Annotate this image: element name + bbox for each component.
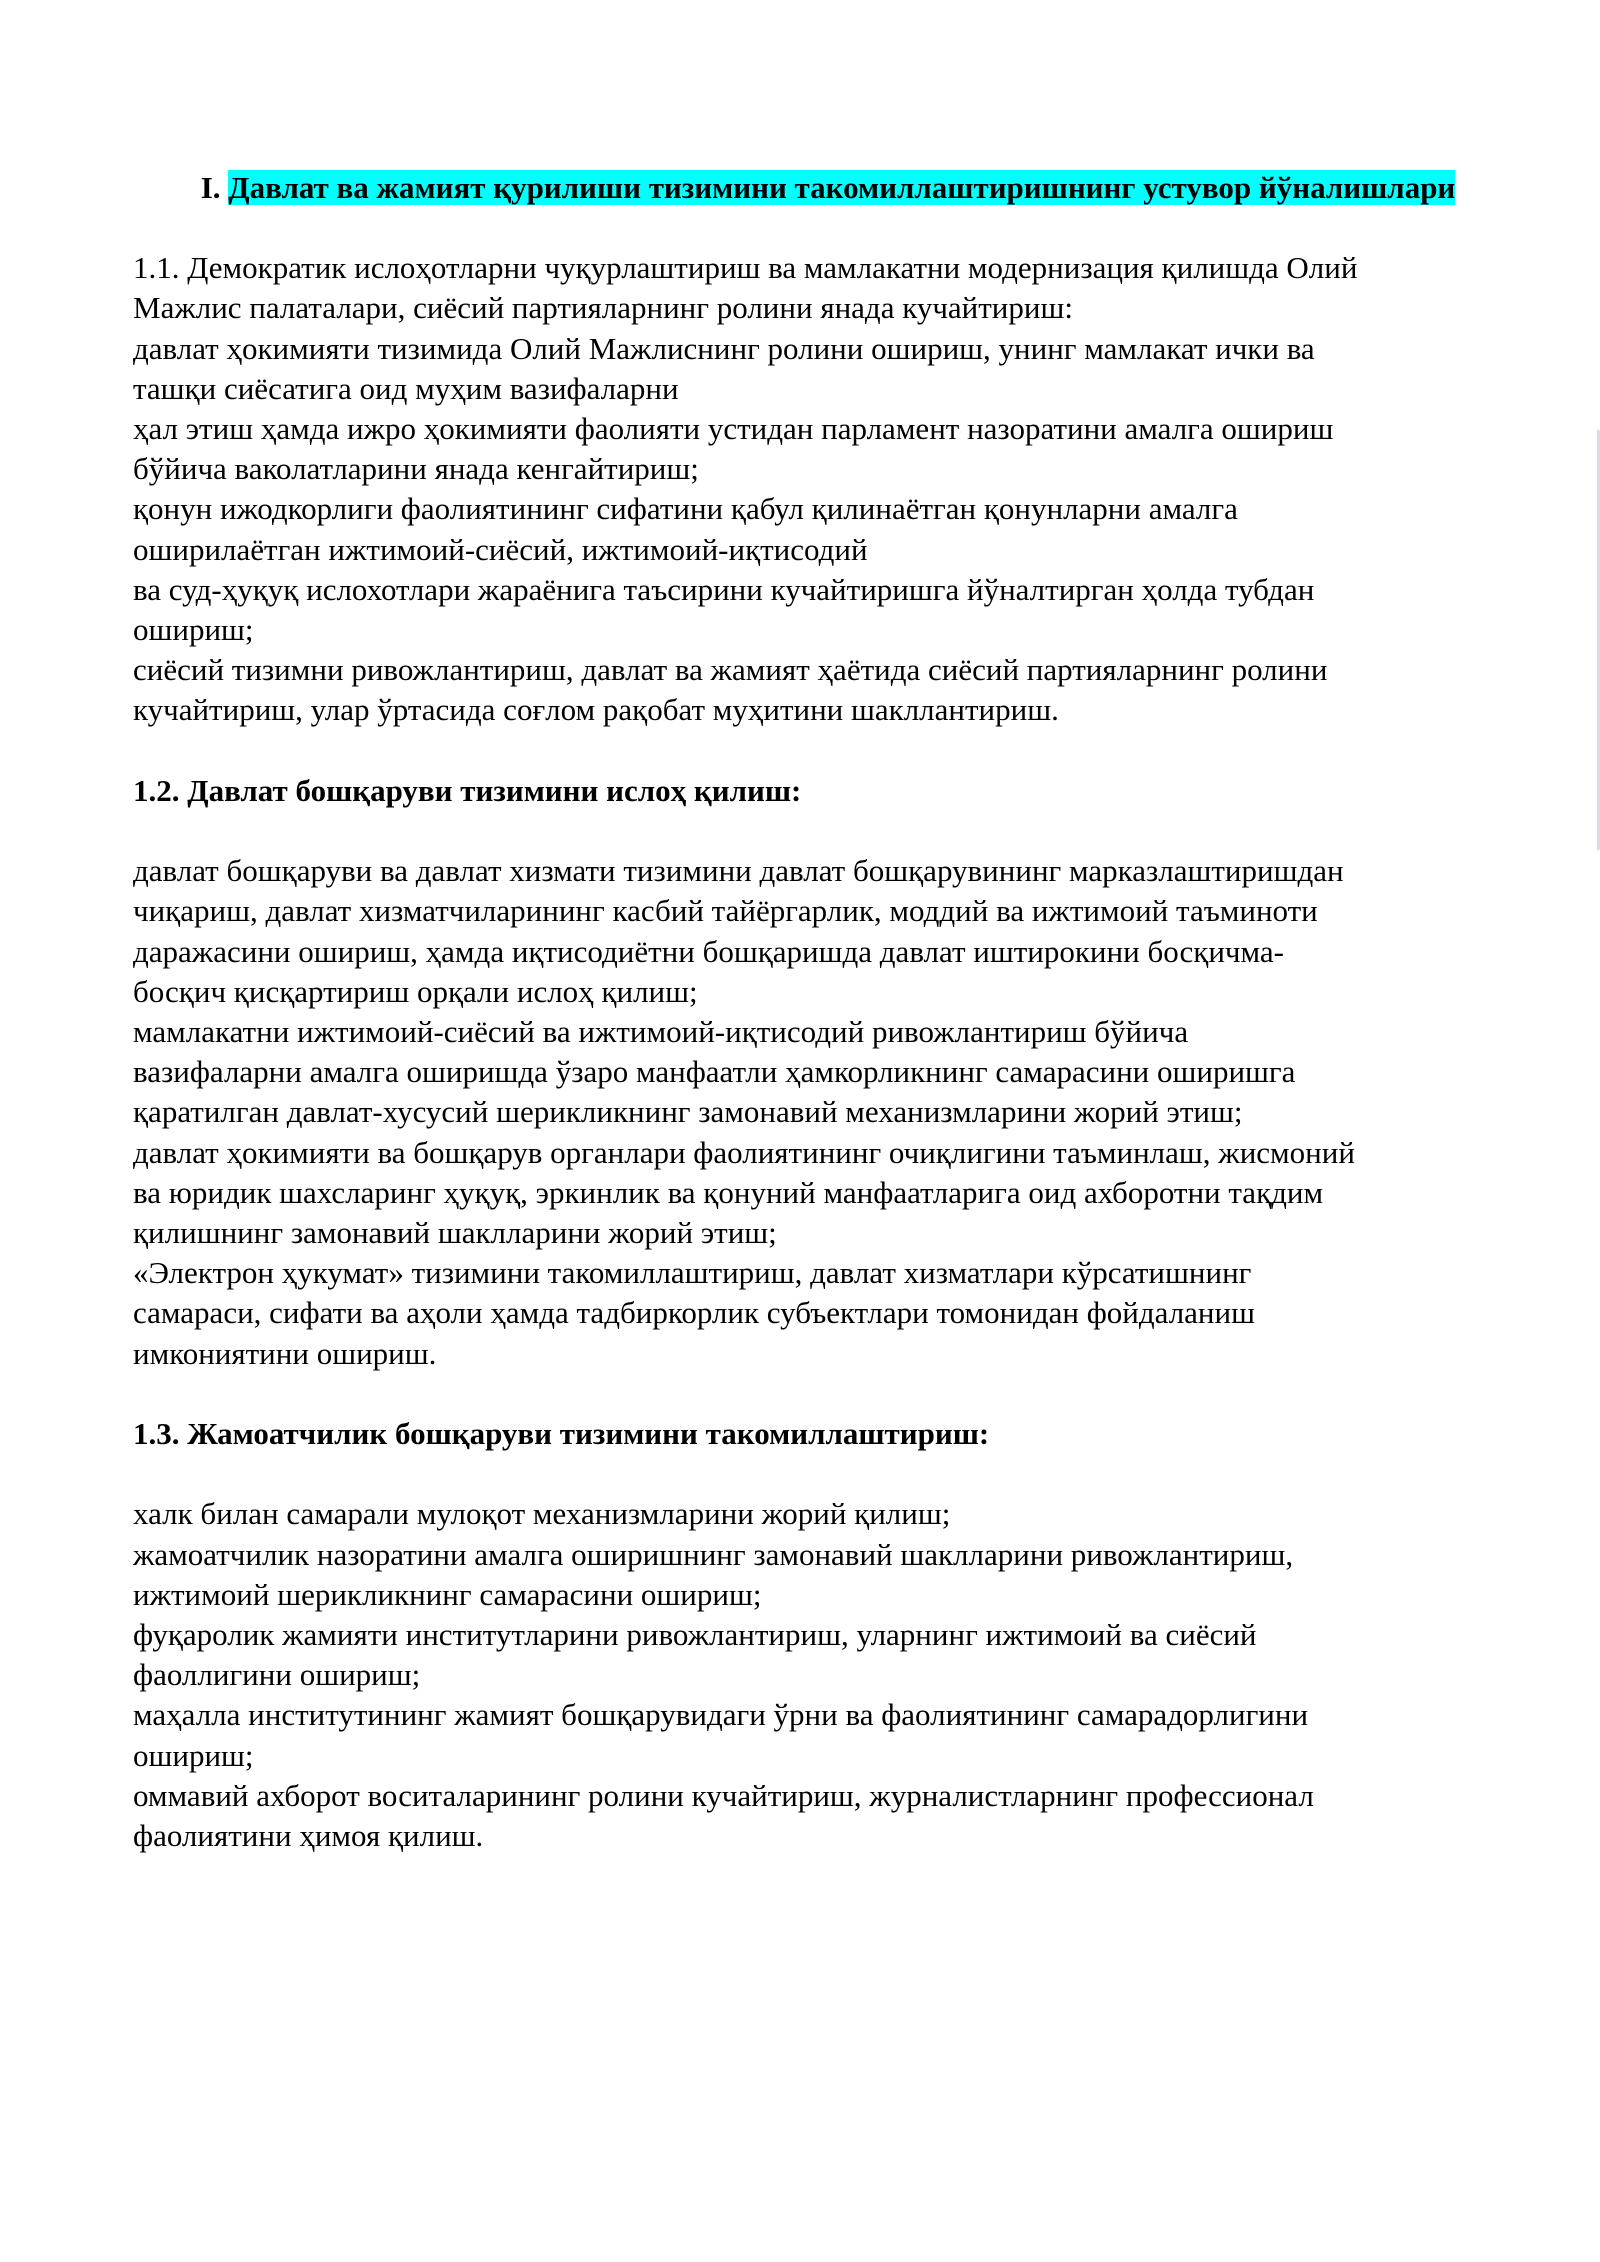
text-line: 1.1. Демократик ислоҳотларни чуқурлаштириш ва мамлакатни модернизация қилишда Олий	[133, 250, 1358, 286]
text-line: ҳал этиш ҳамда ижро ҳокимияти фаолияти устидан парламент назоратини амалга ошириш	[133, 411, 1334, 447]
title-text-highlighted: Давлат ва жамият қурилиши тизимини такомиллаштиришнинг устувор йўналишлари	[228, 170, 1456, 205]
text-line: сиёсий тизимни ривожлантириш, давлат ва жамият ҳаётида сиёсий партияларнинг ролини	[133, 652, 1328, 688]
section-1-1	[133, 248, 1523, 730]
text-line: маҳалла институтининг жамият бошқарувидаги ўрни ва фаолиятининг самарадорлигини	[133, 1697, 1309, 1733]
document-body	[133, 168, 1523, 1856]
text-line: Мажлис палаталари, сиёсий партияларнинг ролини янада кучайтириш:	[133, 290, 1073, 326]
text-line: ижтимоий шерикликнинг самарасини ошириш;	[133, 1576, 762, 1612]
text-line: даражасини ошириш, ҳамда иқтисодиётни бошқаришда давлат иштирокини босқичма-	[133, 933, 1284, 969]
text-line: ва юридик шахсларинг ҳуқуқ, эркинлик ва қонуний манфаатларига оид ахборотни тақдим	[133, 1174, 1324, 1210]
text-line: халк билан самарали мулоқот механизмларини жорий қилиш;	[133, 1496, 951, 1532]
section-1-2-body	[133, 851, 1523, 1374]
text-line: оширилаётган ижтимоий-сиёсий, ижтимоий-иқтисодий	[133, 531, 868, 567]
text-line: қаратилган давлат-хусусий шерикликнинг замонавий механизмларини жорий этиш;	[133, 1094, 1243, 1130]
text-line: қилишнинг замонавий шаклларини жорий этиш;	[133, 1215, 777, 1251]
text-line: фаоллигини ошириш;	[133, 1657, 421, 1693]
section-1-3-heading: 1.3. Жамоатчилик бошқаруви тизимини такомиллаштириш:	[133, 1416, 990, 1452]
text-line: чиқариш, давлат хизматчиларининг касбий тайёргарлик, моддий ва ижтимоий таъминоти	[133, 893, 1318, 929]
text-line: самараси, сифати ва аҳоли ҳамда тадбиркорлик субъектлари томонидан фойдаланиш	[133, 1295, 1255, 1331]
section-1-2-heading: 1.2. Давлат бошқаруви тизимини ислоҳ қилиш:	[133, 772, 802, 808]
text-line: ошириш;	[133, 612, 254, 648]
text-line: ва суд-ҳуқуқ ислохотлари жараёнига таъсирини кучайтиришга йўналтирган ҳолда тубдан	[133, 571, 1315, 607]
text-line: кучайтириш, улар ўртасида соғлом рақобат муҳитини шакллантириш.	[133, 692, 1059, 728]
text-line: давлат бошқаруви ва давлат хизмати тизимини давлат бошқарувининг марказлаштиришдан	[133, 853, 1344, 889]
text-line: жамоатчилик назоратини амалга оширишнинг замонавий шаклларини ривожлантириш,	[133, 1536, 1294, 1572]
title-number: I.	[200, 170, 221, 205]
text-line: имкониятини ошириш.	[133, 1335, 437, 1371]
text-line: давлат ҳокимияти тизимида Олий Мажлиснинг ролини ошириш, унинг мамлакат ички ва	[133, 330, 1315, 366]
text-line: бўйича ваколатларини янада кенгайтириш;	[133, 451, 699, 487]
page-title	[133, 168, 1523, 208]
text-line: қонун ижодкорлиги фаолиятининг сифатини қабул қилинаётган қонунларни амалга	[133, 491, 1238, 527]
text-line: мамлакатни ижтимоий-сиёсий ва ижтимоий-иқтисодий ривожлантириш бўйича	[133, 1014, 1189, 1050]
text-line: фаолиятини ҳимоя қилиш.	[133, 1818, 484, 1854]
text-line: «Электрон ҳукумат» тизимини такомиллаштириш, давлат хизматлари кўрсатишнинг	[133, 1255, 1252, 1291]
text-line: ошириш;	[133, 1737, 254, 1773]
text-line: босқич қисқартириш орқали ислоҳ қилиш;	[133, 973, 698, 1009]
text-line: ташқи сиёсатига оид муҳим вазифаларни	[133, 370, 679, 406]
text-line: вазифаларни амалга оширишда ўзаро манфаатли ҳамкорликнинг самарасини оширишга	[133, 1054, 1296, 1090]
text-line: оммавий ахборот воситаларининг ролини кучайтириш, журналистларнинг профессионал	[133, 1777, 1314, 1813]
text-line: давлат ҳокимияти ва бошқарув органлари фаолиятининг очиқлигини таъминлаш, жисмоний	[133, 1134, 1355, 1170]
section-1-3-body	[133, 1494, 1523, 1856]
text-line: фуқаролик жамияти институтларини ривожлантириш, уларнинг ижтимоий ва сиёсий	[133, 1617, 1257, 1653]
